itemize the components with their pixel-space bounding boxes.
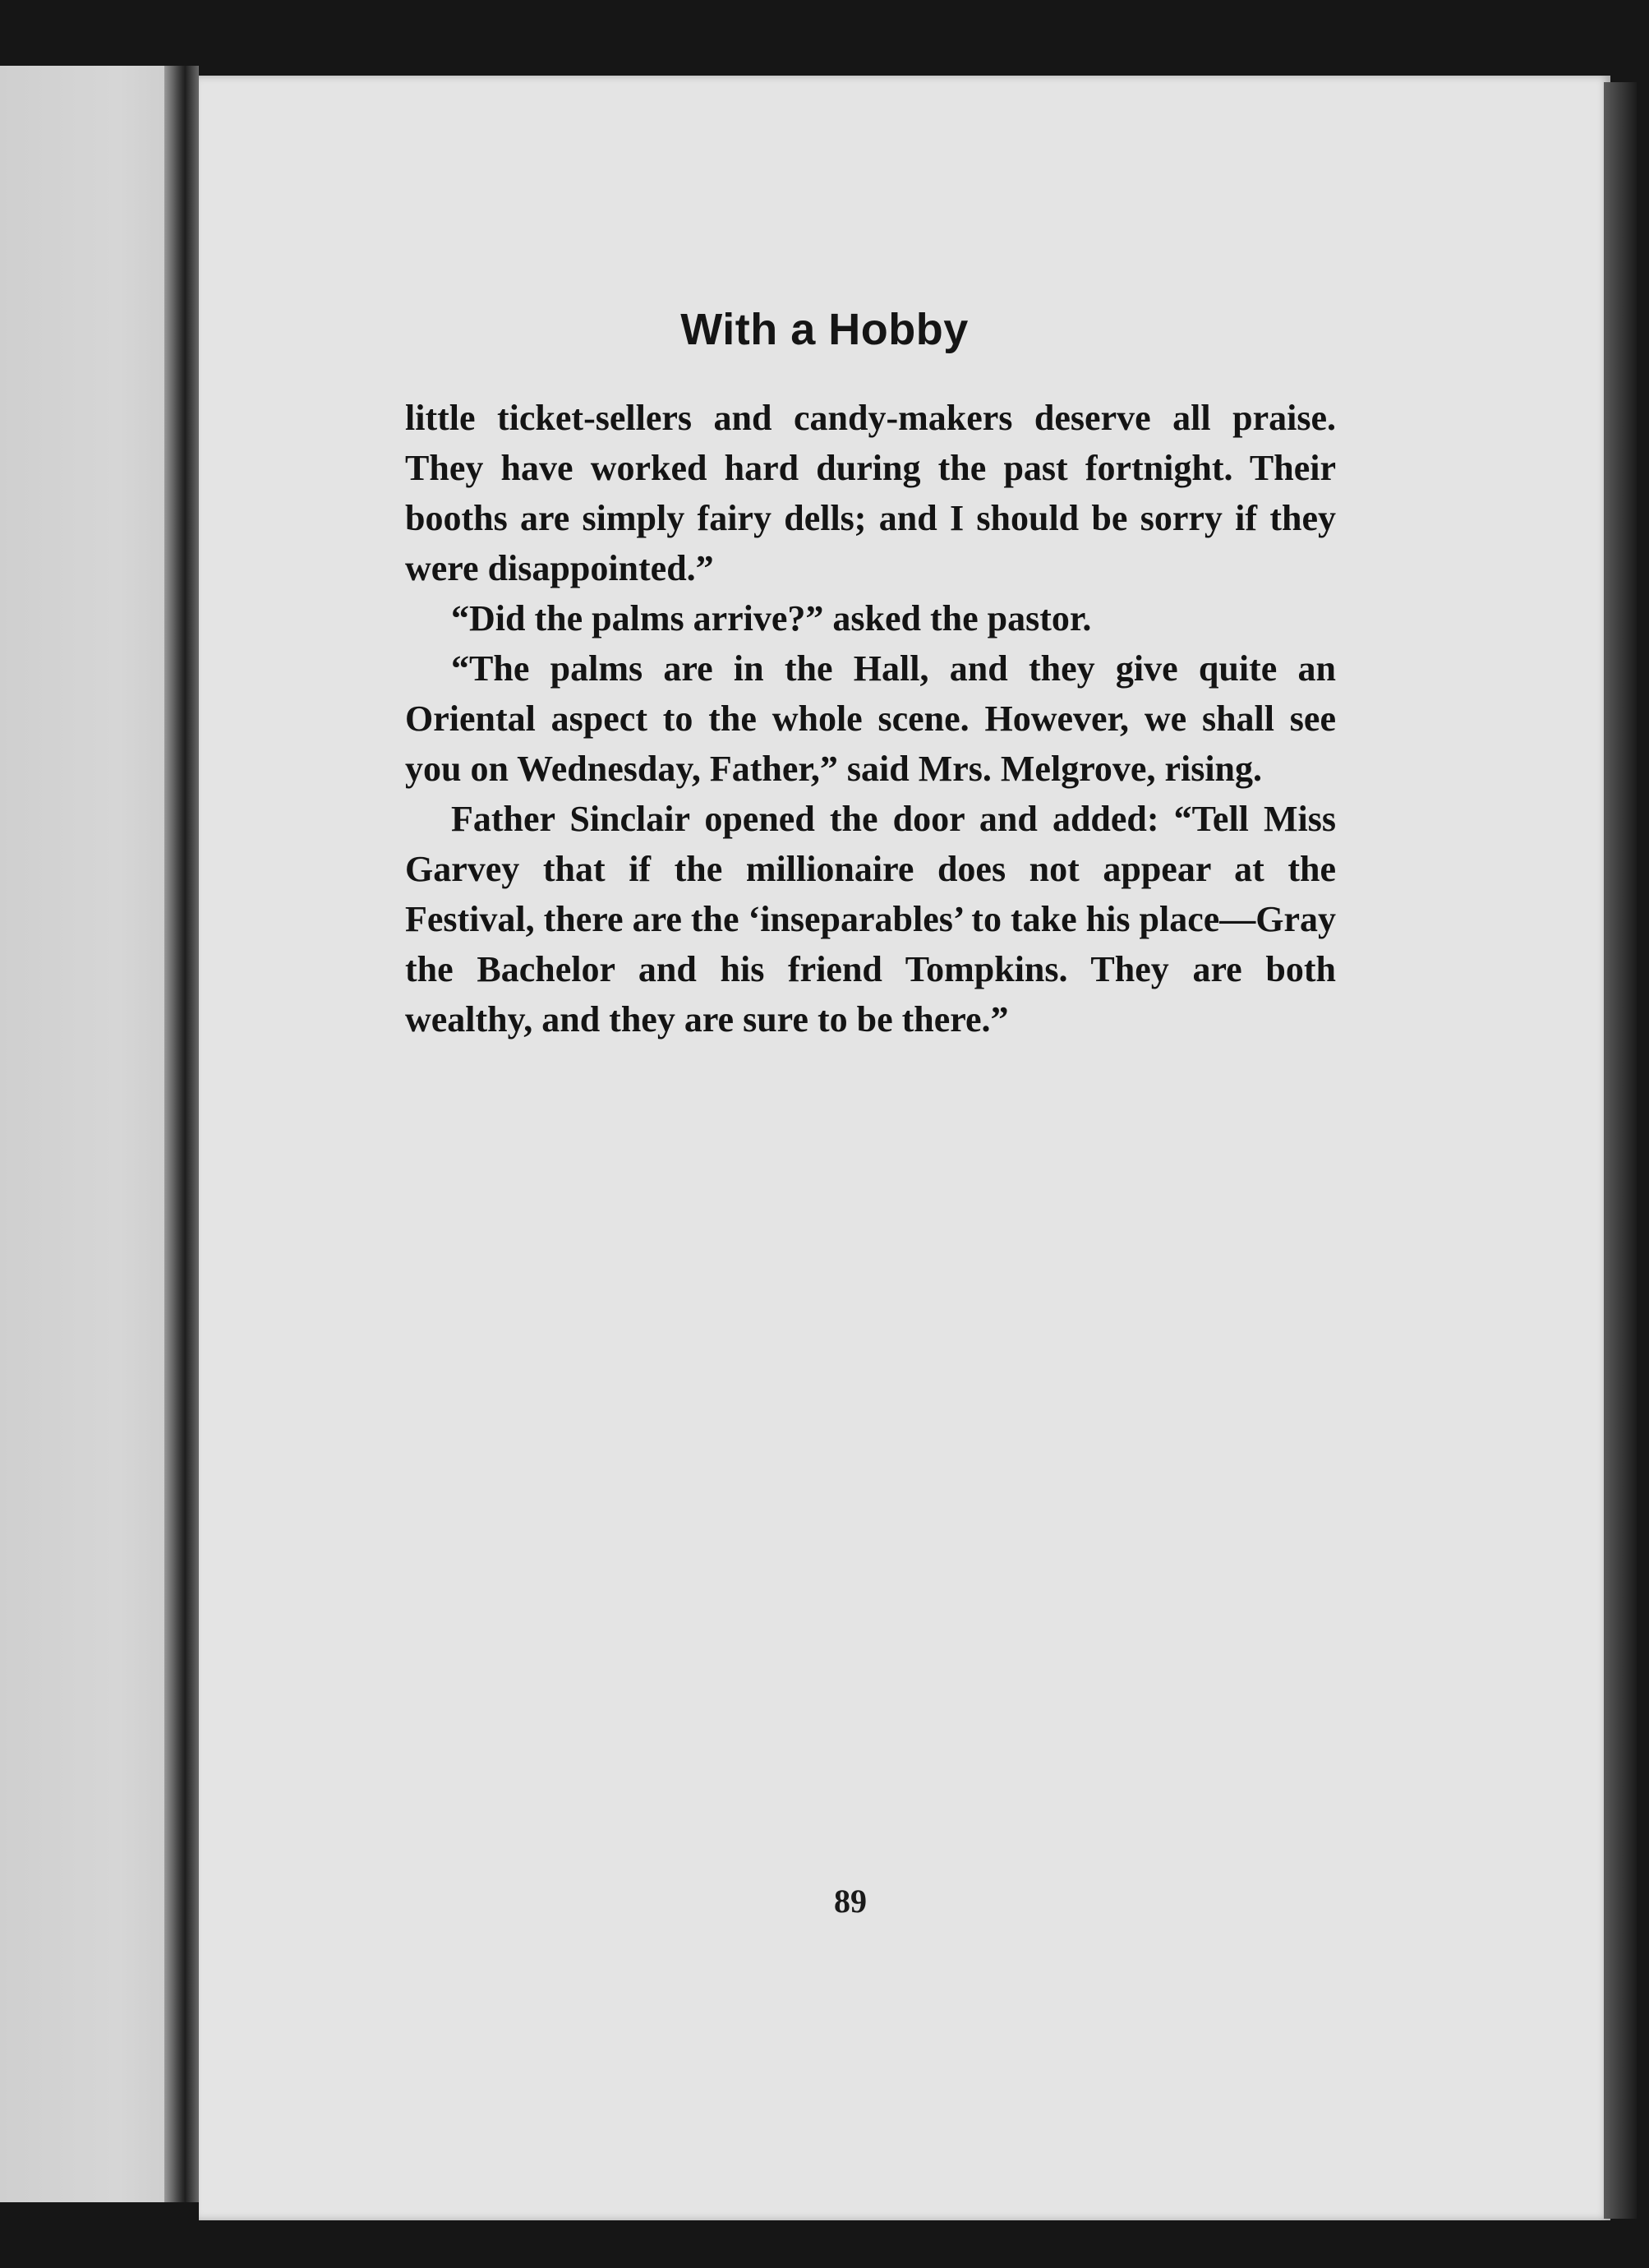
paragraph-2: “Did the palms arrive?” asked the pastor. <box>451 598 1092 638</box>
paragraph-1: little ticket-sellers and candy-makers deserve all praise. They have worked hard during the past fortnight. Their booths are simply fairy dells; and I should be sorry if they were disappointed.” <box>405 398 1336 588</box>
running-head: With a Hobby <box>680 305 969 354</box>
body-text <box>405 393 1336 1044</box>
page-number: 89 <box>834 1883 867 1920</box>
paragraph-3: “The palms are in the Hall, and they give quite an Oriental aspect to the whole scene. However, we shall see you on Wednesday, Father,” said Mrs. Melgrove, rising. <box>405 648 1336 789</box>
paragraph-4: Father Sinclair opened the door and added: “Tell Miss Garvey that if the millionaire does not appear at the Festival, there are the ‘inseparables’ to take his place—Gray the Bachelor and his friend Tompkins. They are both wealthy, and they are sure to be there.” <box>405 799 1336 1040</box>
